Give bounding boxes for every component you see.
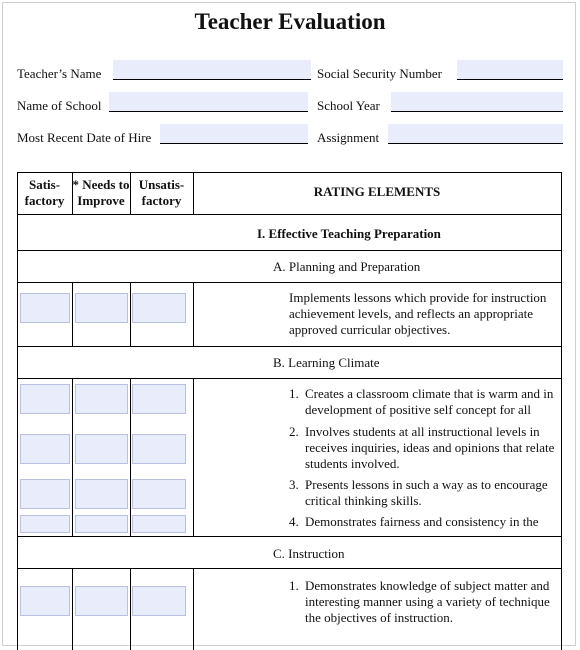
rating-checkbox-unsatisfactory[interactable]: [132, 293, 186, 323]
hire-date-label: Most Recent Date of Hire: [17, 130, 152, 145]
rating-checkbox-needs-improve[interactable]: [75, 384, 128, 414]
teacher-name-field[interactable]: [113, 60, 311, 80]
assignment-field[interactable]: [388, 124, 563, 144]
header-line: factory: [24, 193, 65, 208]
rating-checkbox-satisfactory[interactable]: [20, 586, 70, 616]
col-separator: [130, 378, 131, 536]
table-line: [17, 250, 562, 251]
subsection-heading-A: A. Planning and Preparation: [273, 259, 421, 274]
text-line: Involves students at all instructional levels in: [305, 424, 540, 439]
rating-checkbox-unsatisfactory[interactable]: [132, 479, 186, 509]
item-number: 3.: [289, 477, 299, 492]
school-year-field[interactable]: [391, 92, 563, 112]
col-header-satisfactory: [17, 177, 72, 209]
text-line: critical thinking skills.: [305, 493, 422, 508]
rating-element-text: [305, 477, 561, 509]
table-line: [17, 536, 562, 537]
text-line: achievement levels, and reflects an appropriate: [289, 306, 533, 321]
rating-element-text: [305, 424, 561, 472]
item-number: 1.: [289, 578, 299, 593]
rating-checkbox-needs-improve[interactable]: [75, 515, 128, 533]
text-line: Demonstrates fairness and consistency in the: [305, 514, 539, 529]
rating-checkbox-needs-improve[interactable]: [75, 586, 128, 616]
ssn-label: Social Security Number: [317, 66, 442, 81]
header-line: factory: [141, 193, 182, 208]
item-number: 2.: [289, 424, 299, 439]
subsection-heading-C: C. Instruction: [273, 546, 345, 561]
rating-table: [17, 172, 562, 650]
rating-checkbox-needs-improve[interactable]: [75, 434, 128, 464]
col-separator: [72, 568, 73, 650]
table-line: [17, 568, 562, 569]
item-number: 4.: [289, 514, 299, 529]
rating-checkbox-satisfactory[interactable]: [20, 515, 70, 533]
school-year-label: School Year: [317, 98, 380, 113]
col-header-needs-improve: [72, 177, 130, 209]
text-line: the objectives of instruction.: [305, 610, 454, 625]
header-line: * Needs to: [72, 177, 130, 192]
col-separator: [193, 568, 194, 650]
page-title: Teacher Evaluation: [194, 9, 386, 34]
table-border-right: [561, 172, 562, 650]
table-line: [17, 214, 562, 215]
header-line: Improve: [77, 193, 125, 208]
school-name-label: Name of School: [17, 98, 102, 113]
col-separator: [130, 282, 131, 346]
assignment-label: Assignment: [317, 130, 380, 145]
col-header-rating: RATING ELEMENTS: [313, 184, 441, 199]
text-line: students involved.: [305, 456, 400, 471]
rating-checkbox-satisfactory[interactable]: [20, 479, 70, 509]
col-separator: [72, 282, 73, 346]
rating-checkbox-needs-improve[interactable]: [75, 293, 128, 323]
text-line: development of positive self concept for all: [305, 402, 531, 417]
rating-checkbox-unsatisfactory[interactable]: [132, 586, 186, 616]
teacher-name-label: Teacher’s Name: [17, 66, 102, 81]
text-line: Presents lessons in such a way as to encourage: [305, 477, 548, 492]
text-line: receives inquiries, ideas and opinions that relate: [305, 440, 555, 455]
rating-checkbox-unsatisfactory[interactable]: [132, 384, 186, 414]
text-line: Implements lessons which provide for instruction: [289, 290, 547, 305]
text-line: Creates a classroom climate that is warm and in: [305, 386, 554, 401]
hire-date-field[interactable]: [160, 124, 308, 144]
table-line: [17, 346, 562, 347]
rating-checkbox-unsatisfactory[interactable]: [132, 434, 186, 464]
text-line: interesting manner using a variety of technique: [305, 594, 550, 609]
table-line: [17, 282, 562, 283]
rating-checkbox-satisfactory[interactable]: [20, 293, 70, 323]
table-line: [17, 378, 562, 379]
rating-checkbox-satisfactory[interactable]: [20, 384, 70, 414]
table-border-top: [17, 172, 562, 173]
text-line: approved curricular objectives.: [289, 322, 451, 337]
col-separator: [72, 378, 73, 536]
table-border-left: [17, 172, 18, 650]
rating-checkbox-satisfactory[interactable]: [20, 434, 70, 464]
col-separator: [130, 568, 131, 650]
rating-checkbox-needs-improve[interactable]: [75, 479, 128, 509]
rating-element-text: [305, 386, 561, 418]
subsection-heading-B: B. Learning Climate: [273, 355, 380, 370]
rating-element-text: [289, 290, 561, 338]
col-separator: [193, 282, 194, 346]
rating-element-text: [305, 514, 561, 530]
rating-checkbox-unsatisfactory[interactable]: [132, 515, 186, 533]
header-line: Satis-: [28, 177, 61, 192]
ssn-field[interactable]: [457, 60, 563, 80]
school-name-field[interactable]: [109, 92, 308, 112]
col-header-unsatisfactory: [130, 177, 193, 209]
section-heading-I: I. Effective Teaching Preparation: [257, 226, 441, 241]
item-number: 1.: [289, 386, 299, 401]
rating-element-text: [305, 578, 561, 626]
header-line: Unsatis-: [138, 177, 185, 192]
col-separator: [193, 378, 194, 536]
text-line: Demonstrates knowledge of subject matter and: [305, 578, 550, 593]
